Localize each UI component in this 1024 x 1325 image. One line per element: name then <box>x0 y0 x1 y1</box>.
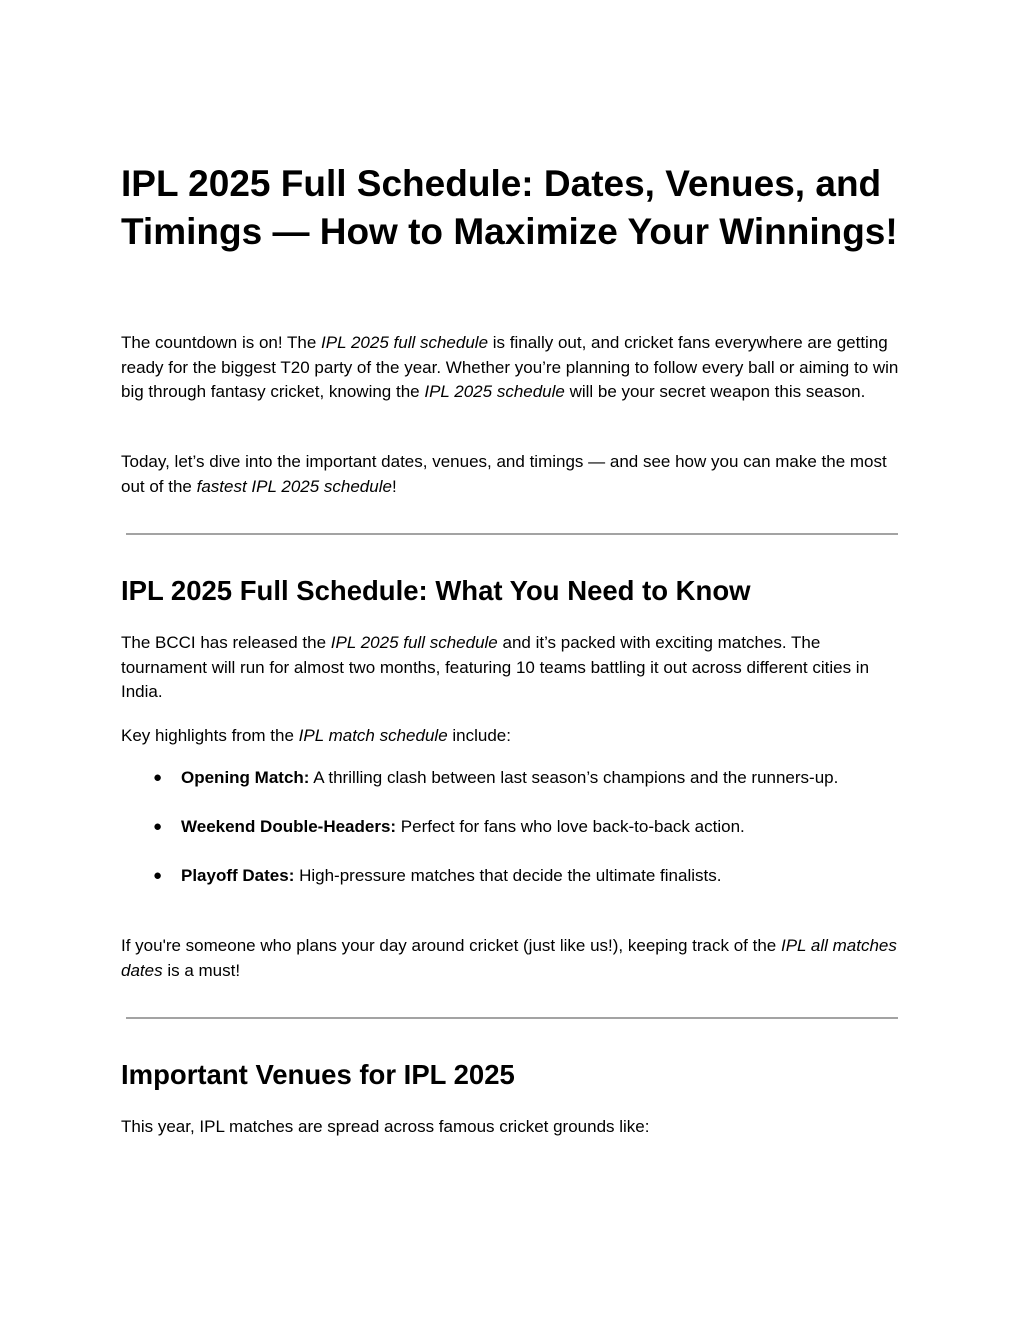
text-run: and it’s packed with exciting matches. The tournament will run for almost two months, featuring 10 teams battling it out across different cities in India. <box>121 633 870 701</box>
text-run: ! <box>391 476 397 496</box>
bullet-icon: ● <box>153 867 163 884</box>
list-item <box>121 864 901 889</box>
page-title: IPL 2025 Full Schedule: Dates, Venues, and Timings — How to Maximize Your Winnings! <box>121 163 898 252</box>
text-run: include: <box>447 726 511 745</box>
highlight-text: A thrilling clash between last season’s champions and the runners-up. <box>309 768 839 787</box>
italic-phrase: IPL 2025 schedule <box>424 382 565 401</box>
list-item <box>121 766 901 791</box>
text-run: is a must! <box>162 960 241 980</box>
intro-paragraph-2 <box>121 450 901 499</box>
text-run: The BCCI has released the <box>121 633 331 652</box>
highlight-text: High-pressure matches that decide the ultimate finalists. <box>294 866 722 885</box>
text-run: Today, let’s dive into the important dates, venues, and timings — and see how you can make the most out of the <box>121 452 887 496</box>
schedule-paragraph-1 <box>121 631 901 705</box>
highlight-label: Weekend Double-Headers: <box>181 817 397 836</box>
text-run: is finally out, and cricket fans everywhere are getting ready for the biggest T20 party of the year. Whether you’re planning to follow every ball or aiming to win big through fantasy cricket, knowing the <box>121 333 899 401</box>
schedule-paragraph-2 <box>121 724 901 749</box>
venues-paragraph-1: This year, IPL matches are spread across famous cricket grounds like: <box>121 1117 650 1136</box>
italic-phrase: fastest IPL 2025 schedule <box>196 476 392 496</box>
section-heading-venues: Important Venues for IPL 2025 <box>121 1059 515 1090</box>
bullet-icon: ● <box>153 818 163 835</box>
highlights-list <box>121 766 901 913</box>
italic-phrase: IPL 2025 full schedule <box>330 633 498 652</box>
highlight-label: Playoff Dates: <box>181 866 295 885</box>
italic-phrase: IPL 2025 full schedule <box>321 333 489 352</box>
highlight-label: Opening Match: <box>181 768 310 787</box>
text-run: If you're someone who plans your day around cricket (just like us!), keeping track of the <box>121 936 781 955</box>
intro-paragraph-1 <box>121 331 901 405</box>
highlight-text: Perfect for fans who love back-to-back action. <box>396 817 745 836</box>
horizontal-divider <box>126 533 898 535</box>
section-heading-schedule: IPL 2025 Full Schedule: What You Need to Know <box>121 575 751 606</box>
horizontal-divider <box>126 1017 898 1019</box>
bullet-icon: ● <box>153 769 163 786</box>
italic-phrase: IPL all matches dates <box>121 936 897 980</box>
text-run: The countdown is on! The <box>121 333 322 352</box>
list-item <box>121 815 901 840</box>
text-run: will be your secret weapon this season. <box>564 382 866 401</box>
text-run: Key highlights from the <box>121 726 299 745</box>
schedule-paragraph-3 <box>121 934 901 983</box>
italic-phrase: IPL match schedule <box>298 726 448 745</box>
